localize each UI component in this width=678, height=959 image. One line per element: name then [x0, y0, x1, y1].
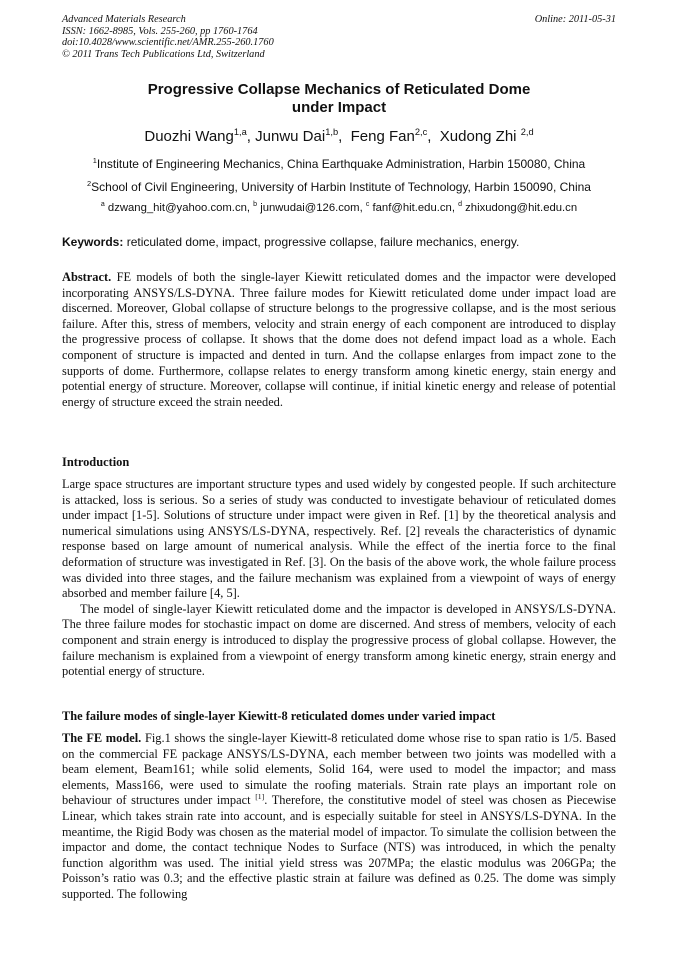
title-line-1: Progressive Collapse Mechanics of Reticulated Dome: [147, 81, 531, 98]
doi-line: doi:10.4028/www.scientific.net/AMR.255-260.1760: [62, 37, 274, 49]
keywords-label: Keywords:: [62, 235, 124, 249]
affiliation-text: Institute of Engineering Mechanics, China Earthquake Administration, Harbin 150080, China: [96, 157, 586, 171]
author-name: Feng Fan: [350, 128, 415, 145]
email-sup: d: [458, 201, 463, 209]
failure-modes-heading: The failure modes of single-layer Kiewitt-8 reticulated domes under varied impact: [62, 709, 496, 723]
author-name: Duozhi Wang: [144, 128, 234, 145]
author-name: Xudong Zhi: [439, 128, 517, 145]
fe-model-text-b: . Therefore, the constitutive model of steel was chosen as Piecewise Linear, which takes strain rate into account, and is especially suitable for steel in ANSYS/LS-DYNA. In the meantime, the Rigid Body was chosen as the material model of impactor. To simulate the collision between the impactor and dome, the contact technique Nodes to Surface (NTS) was introduced, in which the penalty function algorithm was used. The initial yield stress was 207MPa; the elastic modulus was 206GPa; the Poisson’s ratio was 0.3; and the effective plastic strain at failure was defined as 0.25. The dome was simply supported. The following: [62, 793, 616, 901]
fe-model-section: [62, 731, 616, 903]
title-line-2: under Impact: [291, 99, 387, 116]
affiliation-text: School of Civil Engineering, University of Harbin Institute of Technology, Harbin 150090, China: [91, 180, 591, 194]
affiliation-1: [62, 157, 616, 171]
abstract-label: Abstract.: [62, 270, 112, 284]
author-sup: 2,d: [520, 127, 534, 137]
email-sup: c: [365, 201, 370, 209]
author-sup: 1,a: [233, 127, 247, 137]
affiliation-2: [62, 180, 616, 194]
email-address: dzwang_hit@yahoo.com.cn,: [107, 202, 251, 214]
email-list: [62, 201, 616, 215]
introduction-paragraph-2: The model of single-layer Kiewitt reticulated dome and the impactor is developed in ANSYS/LS-DYNA. The three failure modes for stochastic impact on dome are discerned. And stress of members, velocity of each component and strain energy is introduced to display the progressive process of global collapse. However, the failure mechanism is explained from a viewpoint of energy transform among kinetic energy, strain energy and potential energy of structure.: [62, 601, 616, 679]
introduction-section: [62, 477, 616, 680]
author-name: Junwu Dai: [255, 128, 326, 145]
author-list: Duozhi Wang$^{1,a}$, Junwu Dai$^{1,b}$, Feng Fan$^{2,c}$, Xudong Zhi $^{2,d}$: [144, 127, 534, 145]
email-address: fanf@hit.edu.cn,: [372, 202, 455, 214]
email-address: junwudai@126.com,: [260, 202, 363, 214]
paper-title: [62, 81, 616, 117]
email-sup: b: [253, 201, 258, 209]
affiliation-sup: 2: [87, 179, 92, 188]
journal-header: [62, 14, 616, 60]
journal-name: Advanced Materials Research: [62, 14, 186, 25]
fe-model-text-a: Fig.1 shows the single-layer Kiewitt-8 reticulated dome whose rise to span ratio is 1/5. Based on the commercial FE package ANSYS/LS-DYNA, each member between two joints was modelled with a beam element, Beam161; while solid elements, Solid 164, were used to model the impactor; and mass elements, Mass166, were used to simulate the roofing materials. Strain rate plays an important role on behaviour of structures under impact: [62, 731, 616, 808]
copyright-line: © 2011 Trans Tech Publications Ltd, Switzerland: [62, 48, 265, 60]
abstract-paragraph: [62, 270, 616, 410]
issn-line: ISSN: 1662-8985, Vols. 255-260, pp 1760-1764: [62, 25, 258, 37]
online-date: Online: 2011-05-31: [534, 14, 616, 25]
fe-model-paragraph: [62, 731, 616, 903]
introduction-paragraph-1: Large space structures are important structure types and used widely by congested people. If such architecture is attacked, loss is serious. So a series of study was conducted to investigate behaviour of reticulated domes under impact [1-5]. Solutions of structure under impact were given in Ref. [1] by the theoretical analysis and numerical simulations using ANSYS/LS-DYNA, respectively. Ref. [2] reveals the characteristics of dynamic response based on large amount of numerical analysis. While the effect of the inertia force to the final deformation of structure was investigated in Ref. [3]. On the basis of the above work, the whole failure process was divided into three stages, and the failure mechanism was explained from a viewpoint of ways of energy absorbed and member failure [4, 5].: [62, 477, 616, 601]
abstract-section: [62, 270, 616, 410]
author-sup: 2,c: [414, 127, 428, 137]
email-address: zhixudong@hit.edu.cn: [465, 202, 578, 214]
affiliation-sup: 1: [92, 156, 97, 165]
citation-ref: [1]: [255, 792, 265, 802]
keywords: [62, 235, 616, 249]
email-sup: a: [100, 201, 105, 209]
keywords-text: reticulated dome, impact, progressive collapse, failure mechanics, energy.: [126, 235, 520, 249]
introduction-heading: Introduction: [62, 455, 130, 469]
fe-model-label: The FE model.: [62, 731, 142, 745]
author-sup: 1,b: [325, 127, 339, 137]
abstract-text: FE models of both the single-layer Kiewitt reticulated domes and the impactor were developed incorporating ANSYS/LS-DYNA. Three failure modes for Kiewitt reticulated dome under impact load are discerned. Moreover, Global collapse of structure belongs to the progressive collapse, and is the most serious failure. After this, stress of members, velocity and strain energy of each component are introduced to display the progressive process of collapse. It shows that the dome does not defend impact load as a whole. Each component of structure is impacted and dented in turn. And the collapse enlarges from impact zone to the supports of dome. Furthermore, collapse relates to energy transform among kinetic energy, stain energy and potential energy of structure. Moreover, collapse will continue, if initial kinetic energy and release of potential energy of structure exceed the strain needed.: [62, 270, 616, 409]
